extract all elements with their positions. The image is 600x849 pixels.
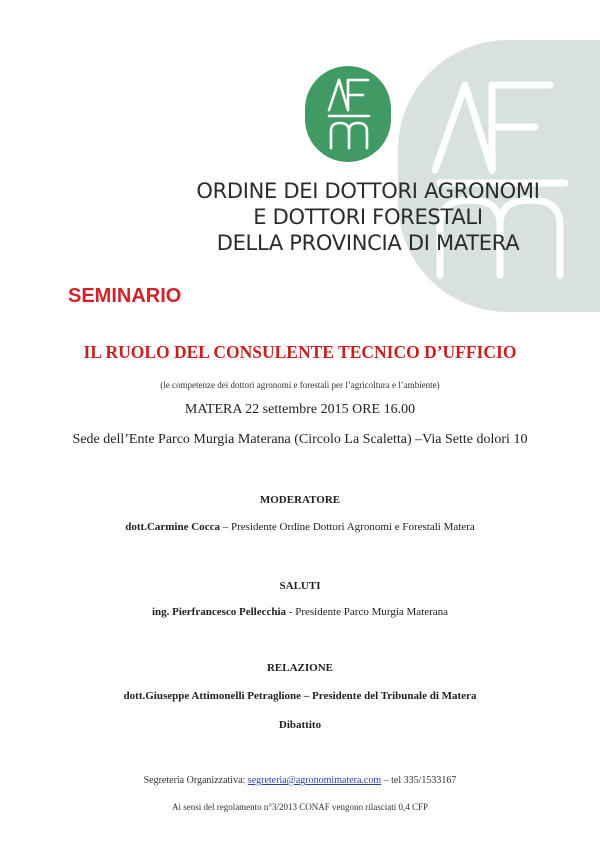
logo-green-badge	[305, 66, 391, 162]
talk-speaker: dott.Giuseppe Attimonelli Petraglione – Presidente del Tribunale di Matera	[123, 690, 477, 702]
logo-afm-icon	[305, 66, 391, 162]
organization-name	[188, 178, 548, 256]
greetings-role: - Presidente Parco Murgia Materana	[286, 606, 449, 618]
event-venue: Sede dell’Ente Parco Murgia Materana (Circolo La Scaletta) –Via Sette dolori 10	[72, 432, 528, 447]
org-line-3: DELLA PROVINCIA DI MATERA	[216, 231, 520, 255]
secretary-phone: – tel 335/1533167	[381, 775, 457, 786]
secretary-label: Segreteria Organizzativa:	[143, 775, 248, 786]
debate-label: Dibattito	[278, 719, 322, 731]
greetings-name: ing. Pierfrancesco Pellecchia	[151, 606, 287, 618]
org-line-1: ORDINE DEI DOTTORI AGRONOMI	[196, 179, 540, 203]
greetings-heading: SALUTI	[279, 580, 321, 592]
talk-heading: RELAZIONE	[266, 662, 334, 674]
credits-note: Ai sensi del regolamento n°3/2013 CONAF vengono rilasciati 0,4 CFP	[171, 802, 429, 812]
secretary-line	[0, 775, 600, 786]
moderator-line	[0, 521, 600, 533]
moderator-role: – Presidente Ordine Dottori Agronomi e Forestali Matera	[219, 521, 475, 533]
seminar-title: IL RUOLO DEL CONSULENTE TECNICO D’UFFICIO	[83, 342, 517, 362]
seminar-subtitle: (le competenze dei dottori agronomi e forestali per l’agricoltura e l’ambiente)	[160, 380, 440, 390]
seminar-kicker: SEMINARIO	[68, 285, 182, 307]
secretary-email-link[interactable]: segreteria@agronomimatera.com	[247, 775, 382, 786]
moderator-name: dott.Carmine Cocca	[125, 521, 220, 533]
moderator-heading: MODERATORE	[259, 494, 341, 506]
event-datetime: MATERA 22 settembre 2015 ORE 16.00	[184, 402, 416, 417]
greetings-line	[0, 606, 600, 618]
org-line-2: E DOTTORI FORESTALI	[253, 205, 483, 229]
